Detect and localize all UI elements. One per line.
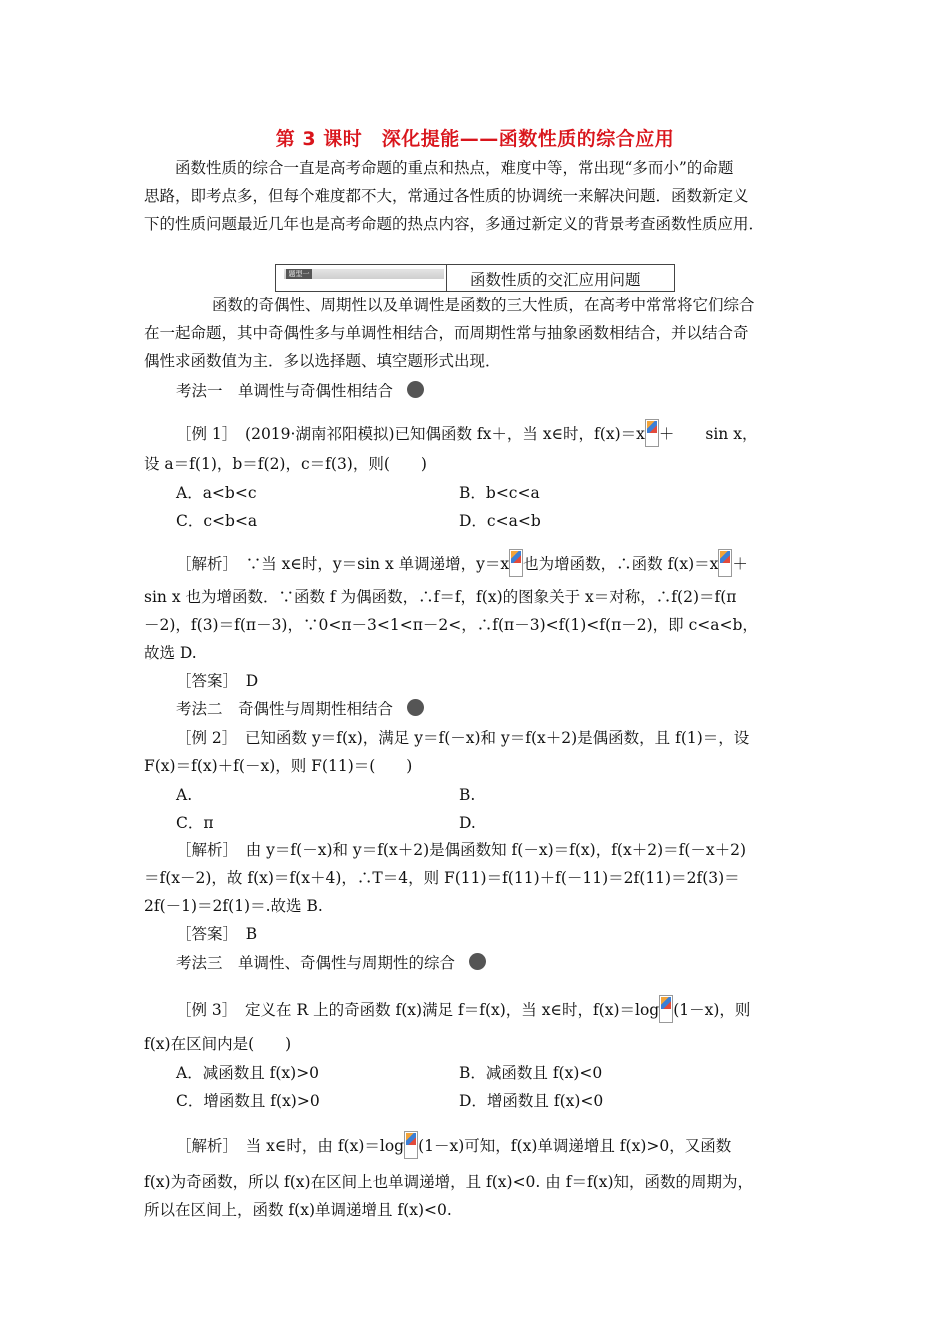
example-2-option-a: A. (176, 786, 193, 804)
method-3-label: 考法三 单调性、奇偶性与周期性的综合 (176, 954, 456, 972)
method-2-label: 考法二 奇偶性与周期性相结合 (176, 700, 394, 718)
formula-image-icon (509, 549, 523, 577)
example-3-solution-line-2: f(x)为奇函数，所以 f(x)在区间上也单调递增，且 f(x)<0. 由 f＝f(x)知，函数的周期为， (144, 1173, 754, 1191)
example-2-option-b: B. (459, 786, 476, 804)
topic-tag-area (276, 265, 447, 291)
example-1-text: ［例 1］ (2019·湖南祁阳模拟)已知偶函数 fx＋，当 x∈时，f(x)＝x (176, 425, 645, 443)
method-1-label: 考法一 单调性与奇偶性相结合 (176, 382, 394, 400)
example-1-solution-line-4: 故选 D. (144, 644, 197, 662)
solution-text-cont: (1－x)可知，f(x)单调递增且 f(x)>0，又函数 (418, 1137, 732, 1155)
example-2-solution-line-1: ［解析］ 由 y＝f(－x)和 y＝f(x＋2)是偶函数知 f(－x)＝f(x)，f(x＋2)＝f(－x＋2) (176, 841, 747, 859)
example-1-line-1 (176, 419, 757, 447)
example-3-option-c: C．增函数且 f(x)>0 (176, 1092, 320, 1110)
solution-text-end: ＋ (732, 555, 748, 573)
example-2-option-d: D. (459, 814, 476, 832)
example-1-solution-line-1 (176, 549, 748, 577)
example-3-line-2: f(x)在区间内是( ) (144, 1035, 292, 1053)
formula-image-icon (659, 995, 673, 1023)
example-2-line-1: ［例 2］ 已知函数 y＝f(x)，满足 y＝f(－x)和 y＝f(x＋2)是偶函数，且 f(1)＝，设 (176, 729, 750, 747)
example-1-option-b: B．b<c<a (459, 484, 540, 502)
topic-intro-line-3: 偶性求函数值为主．多以选择题、填空题形式出现． (144, 352, 501, 370)
example-2-answer: ［答案］ B (176, 925, 258, 943)
solution-text: ［解析］ ∵当 x∈时，y＝sin x 单调递增，y＝x (176, 555, 510, 573)
example-1-option-d: D．c<a<b (459, 512, 541, 530)
example-1-option-c: C．c<b<a (176, 512, 258, 530)
example-2-solution-line-2: ＝f(x－2)，故 f(x)＝f(x＋4)，∴T＝4，则 F(11)＝f(11)＋f(－11)＝2f(11)＝2f(3)＝ (144, 869, 740, 887)
formula-image-icon (404, 1131, 418, 1159)
intro-line-1: 函数性质的综合一直是高考命题的重点和热点，难度中等，常出现“多而小”的命题 (144, 159, 734, 177)
example-1-solution-line-3: －2)，f(3)＝f(π－3)，∵0<π－3<1<π－2<，∴f(π－3)<f(1)<f(π－2)，即 c<a<b， (144, 616, 758, 634)
method-2-heading (176, 699, 424, 719)
solution-text-cont: 也为增函数，∴函数 f(x)＝x (523, 555, 719, 573)
topic-intro-line-1: 函数的奇偶性、周期性以及单调性是函数的三大性质，在高考中常常将它们综合 (212, 296, 755, 314)
example-3-solution-line-3: 所以在区间上，函数 f(x)单调递增且 f(x)<0. (144, 1201, 452, 1219)
example-3-option-b: B．减函数且 f(x)<0 (459, 1064, 603, 1082)
example-3-text: ［例 3］ 定义在 R 上的奇函数 f(x)满足 f＝f(x)，当 x∈时，f(x)＝log (176, 1001, 660, 1019)
example-3-solution-line-1 (176, 1131, 731, 1159)
method-3-heading (176, 953, 486, 973)
topic-tag-bar (284, 269, 444, 279)
topic-header (275, 264, 675, 292)
intro-line-2: 思路，即考点多，但每个难度都不大，常通过各性质的协调统一来解决问题．函数新定义 (144, 187, 749, 205)
example-2-line-2: F(x)＝f(x)＋f(－x)，则 F(11)＝( ) (144, 757, 413, 775)
example-2-solution-line-3: 2f(－1)＝2f(1)＝.故选 B. (144, 897, 323, 915)
method-1-heading (176, 381, 424, 401)
topic-label: 函数性质的交汇应用问题 (470, 271, 641, 289)
example-3-line-1 (176, 995, 750, 1023)
example-1-line-2: 设 a＝f(1)，b＝f(2)，c＝f(3)，则( ) (144, 455, 427, 473)
formula-image-icon (645, 419, 659, 447)
formula-image-icon (718, 549, 732, 577)
example-3-option-a: A．减函数且 f(x)>0 (176, 1064, 320, 1082)
example-1-text-cont: ＋ sin x， (658, 425, 758, 443)
bullet-dot-icon (407, 381, 424, 398)
example-2-option-c: C．π (176, 814, 214, 832)
example-3-option-d: D．增函数且 f(x)<0 (459, 1092, 604, 1110)
topic-intro-line-2: 在一起命题，其中奇偶性多与单调性相结合，而周期性常与抽象函数相结合，并以结合奇 (144, 324, 749, 342)
bullet-dot-icon (407, 699, 424, 716)
solution-text: ［解析］ 当 x∈时，由 f(x)＝log (176, 1137, 405, 1155)
intro-line-3: 下的性质问题最近几年也是高考命题的热点内容，多通过新定义的背景考查函数性质应用． (144, 215, 765, 233)
example-3-text-cont: (1－x)，则 (673, 1001, 751, 1019)
example-1-answer: ［答案］ D (176, 672, 259, 690)
example-1-option-a: A．a<b<c (176, 484, 257, 502)
topic-tag: 题型一 (286, 269, 312, 279)
bullet-dot-icon (469, 953, 486, 970)
page-title: 第 3 课时 深化提能——函数性质的综合应用 (275, 128, 675, 150)
example-1-solution-line-2: sin x 也为增函数．∵函数 f 为偶函数，∴f＝f，f(x)的图象关于 x＝对称，∴f(2)＝f(π (144, 588, 737, 606)
